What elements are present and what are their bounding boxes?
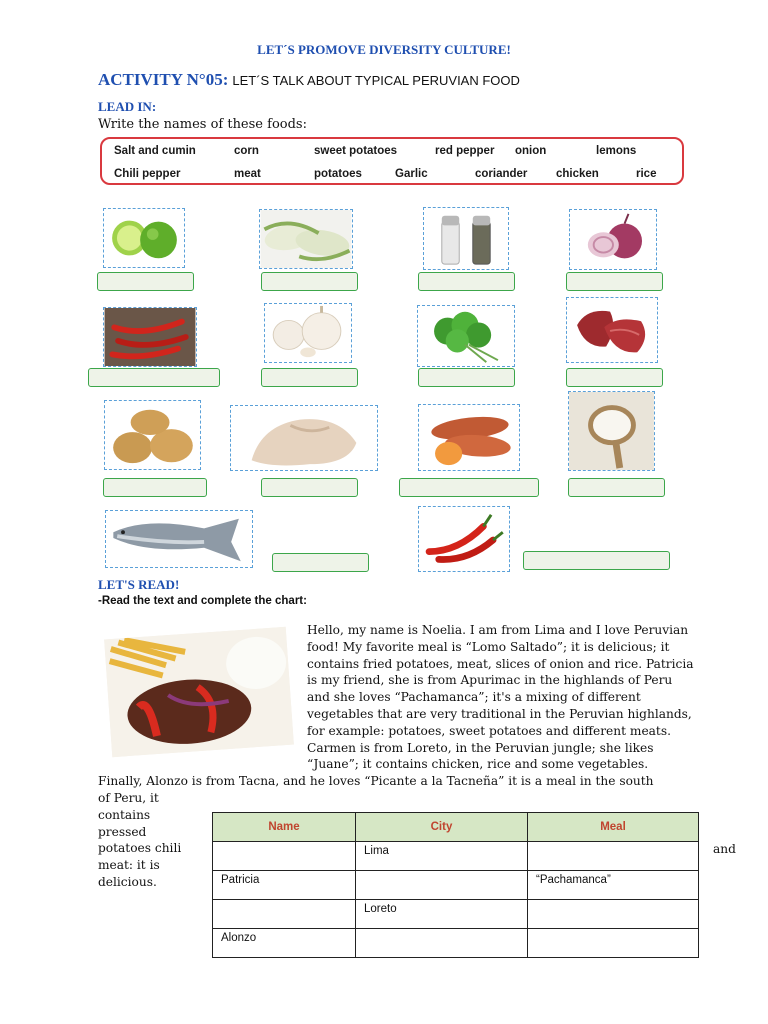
chart-cell[interactable] [213, 900, 356, 929]
chart-cell[interactable] [528, 929, 699, 958]
lemons-image [103, 208, 185, 268]
rice-image [568, 391, 655, 471]
answer-field-3[interactable] [418, 272, 515, 291]
reading-line: contains [98, 807, 151, 822]
chart-header-row [213, 813, 699, 842]
chart-cell[interactable] [213, 842, 356, 871]
chart-header-city: City [356, 813, 528, 842]
reading-line-full: Finally, Alonzo is from Tacna, and he loves “Picante a la Tacneña” it is a meal in the south [98, 774, 654, 788]
garlic-image [264, 303, 352, 363]
reading-line: potatoes chili [98, 841, 182, 856]
chili-pepper-image [103, 307, 197, 367]
answer-field-8[interactable] [566, 368, 663, 387]
word-bank-item: meat [234, 168, 261, 180]
answer-field-6[interactable] [261, 368, 358, 387]
answer-field-1[interactable] [97, 272, 194, 291]
answer-field-9[interactable] [103, 478, 207, 497]
table-row [213, 842, 699, 871]
corn-image [259, 209, 353, 269]
coriander-image [417, 305, 515, 367]
table-row [213, 900, 699, 929]
chart-cell[interactable] [356, 871, 528, 900]
word-bank-item: sweet potatoes [314, 145, 398, 157]
reading-line: is my friend, she is from Apurimac in the highlands of Peru [307, 673, 673, 688]
answer-field-12[interactable] [568, 478, 665, 497]
answer-field-11[interactable] [399, 478, 539, 497]
chart-cell[interactable]: “Pachamanca” [528, 871, 699, 900]
chart-header-name: Name [213, 813, 356, 842]
chart-cell[interactable] [356, 929, 528, 958]
word-bank-item: onion [515, 145, 547, 157]
reading-line: pressed [98, 824, 147, 839]
activity-subtitle: LET´S TALK ABOUT TYPICAL PERUVIAN FOOD [232, 73, 520, 88]
chart-cell[interactable]: Lima [356, 842, 528, 871]
word-bank-item: corn [234, 145, 259, 157]
onion-image [569, 209, 657, 270]
chicken-image [230, 405, 378, 471]
activity-heading [98, 70, 520, 90]
reading-line: Carmen is from Loreto, in the Peruvian jungle; she likes [307, 740, 654, 755]
reading-line: for example: potatoes, sweet potatoes and different meats. [307, 723, 671, 738]
reading-fragment: and [713, 842, 736, 856]
answer-field-10[interactable] [261, 478, 358, 497]
completion-chart [212, 812, 699, 958]
reading-paragraph-right [307, 622, 739, 773]
word-bank-item: potatoes [314, 168, 362, 180]
word-bank-item: Chili pepper [114, 168, 181, 180]
chart-header-meal: Meal [528, 813, 699, 842]
word-bank-item: red pepper [435, 145, 495, 157]
chart-cell[interactable]: Patricia [213, 871, 356, 900]
word-bank [100, 137, 684, 185]
word-bank-item: Garlic [395, 168, 428, 180]
table-row [213, 929, 699, 958]
answer-field-5[interactable] [88, 368, 220, 387]
answer-field-4[interactable] [566, 272, 663, 291]
table-row [213, 871, 699, 900]
lomo-saltado-image [104, 627, 294, 757]
word-bank-item: rice [636, 168, 657, 180]
reading-line: meat: it is [98, 858, 160, 873]
reading-line: Hello, my name is Noelia. I am from Lima and I love Peruvian [307, 623, 689, 637]
reading-line: food! My favorite meal is “Lomo Saltado”; it is delicious; it [307, 639, 670, 654]
potatoes-image [104, 400, 201, 470]
word-bank-item: chicken [556, 168, 599, 180]
answer-field-14[interactable] [523, 551, 670, 570]
red-pepper-image [418, 506, 510, 572]
word-bank-item: lemons [596, 145, 637, 157]
word-bank-item: Salt and cumin [114, 145, 196, 157]
chart-cell[interactable] [528, 900, 699, 929]
answer-field-7[interactable] [418, 368, 515, 387]
chart-cell[interactable]: Alonzo [213, 929, 356, 958]
chart-cell[interactable] [528, 842, 699, 871]
sweet-potatoes-image [418, 404, 520, 471]
answer-field-2[interactable] [261, 272, 358, 291]
salt-and-cumin-image [423, 207, 509, 270]
reading-line: “Juane”; it contains chicken, rice and some vegetables. [307, 757, 649, 772]
page-title: LET´S PROMOVE DIVERSITY CULTURE! [257, 42, 511, 57]
reading-paragraph-left [98, 790, 196, 891]
reading-line: delicious. [98, 874, 157, 889]
chart-cell[interactable]: Loreto [356, 900, 528, 929]
lead-in-instruction: Write the names of these foods: [98, 117, 307, 132]
answer-field-13[interactable] [272, 553, 369, 572]
word-bank-item: coriander [475, 168, 528, 180]
fish-image [105, 510, 253, 568]
reading-line: vegetables that are very traditional in the Peruvian highlands, [307, 706, 692, 721]
lets-read-heading: LET'S READ! [98, 577, 180, 592]
reading-line: of Peru, it [98, 791, 159, 805]
activity-label: ACTIVITY N°05: [98, 70, 229, 89]
meat-image [566, 297, 658, 363]
reading-line: contains fried potatoes, meat, slices of onion and rice. Patricia [307, 656, 694, 671]
reading-line: and she loves “Pachamanca”; it's a mixing of different [307, 690, 641, 705]
lead-in-heading: LEAD IN: [98, 99, 157, 114]
lets-read-instruction: -Read the text and complete the chart: [98, 595, 307, 607]
